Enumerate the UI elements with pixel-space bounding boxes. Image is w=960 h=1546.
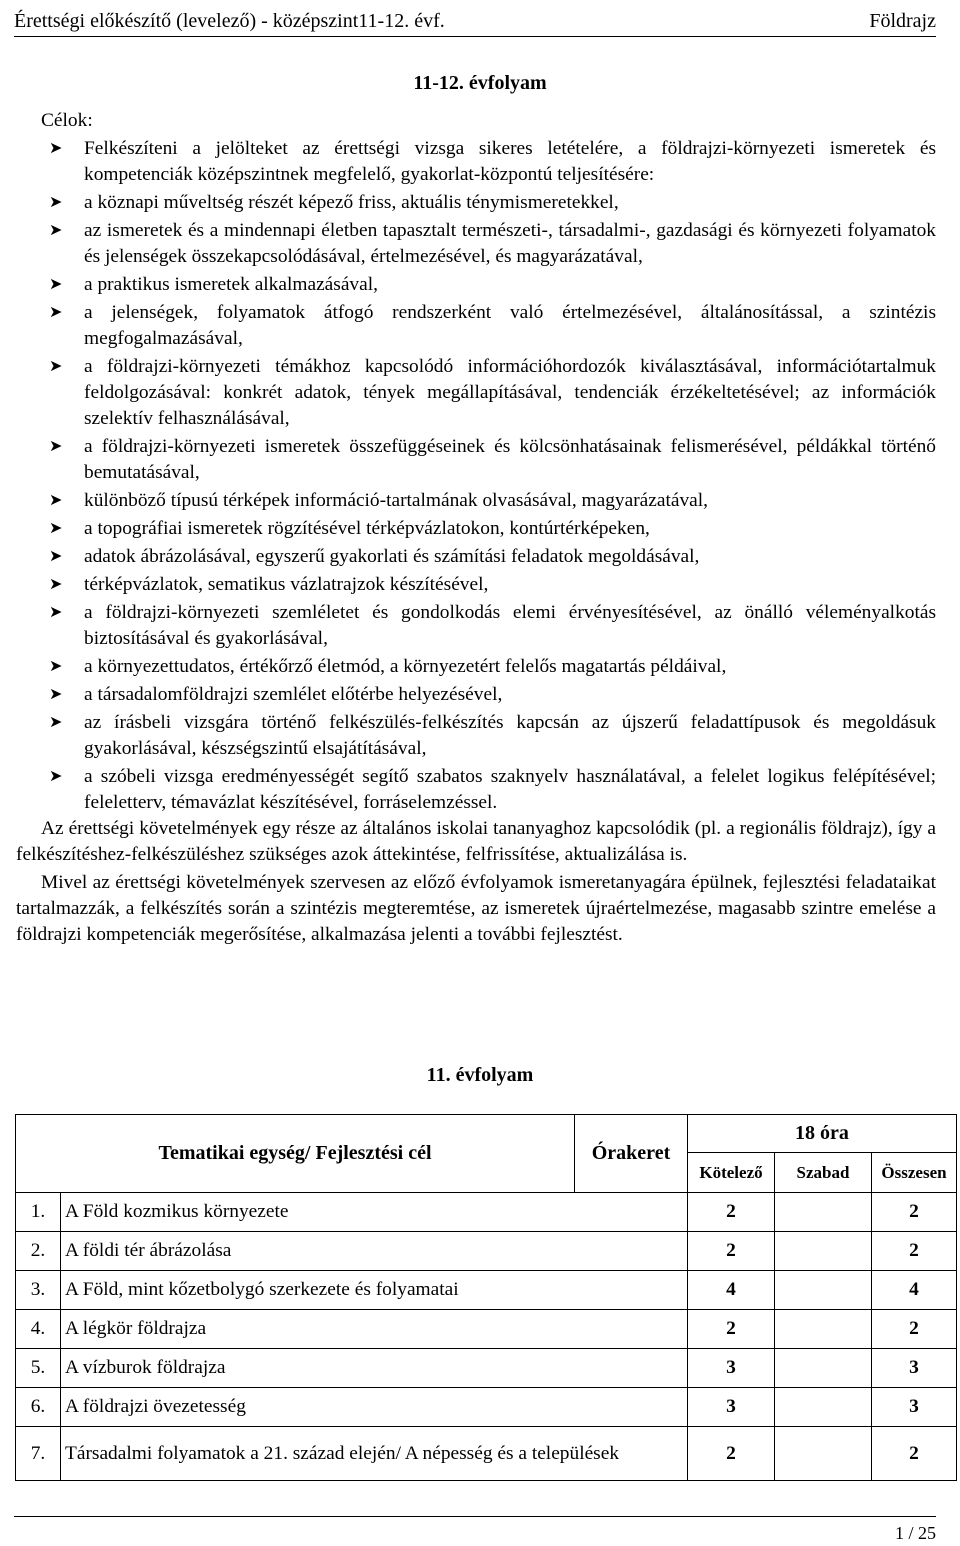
arrow-bullet-icon: ➤ xyxy=(49,658,63,675)
goal-item: ➤ a földrajzi-környezeti ismeretek összefüggéseinek és kölcsönhatásainak felismerésével, példákkal történő bemutatásával, xyxy=(49,436,936,483)
row-mandatory: 2 xyxy=(688,1427,775,1481)
header-topic: Tematikai egység/ Fejlesztési cél xyxy=(16,1115,575,1193)
page-number: 1 / 25 xyxy=(894,1523,936,1543)
row-free xyxy=(775,1232,872,1271)
table-row xyxy=(16,1193,957,1232)
goal-item: ➤ adatok ábrázolásával, egyszerű gyakorlati és számítási feladatok megoldásával, xyxy=(16,544,936,570)
table-row xyxy=(16,1271,957,1310)
row-sum: 2 xyxy=(872,1427,957,1481)
arrow-bullet-icon: ➤ xyxy=(49,194,63,211)
arrow-bullet-icon: ➤ xyxy=(49,358,63,375)
arrow-bullet-icon: ➤ xyxy=(49,140,63,157)
arrow-bullet-icon: ➤ xyxy=(49,686,63,703)
table-row xyxy=(16,1388,957,1427)
row-free xyxy=(775,1388,872,1427)
row-sum: 4 xyxy=(872,1271,957,1310)
goals-list xyxy=(16,136,936,816)
row-number: 6. xyxy=(16,1388,61,1427)
goal-item: ➤ a topográfiai ismeretek rögzítésével térképvázlatokon, kontúrtérképeken, xyxy=(16,516,936,542)
row-topic: A földrajzi övezetesség xyxy=(61,1388,688,1427)
header-mandatory: Kötelező xyxy=(688,1153,775,1193)
row-sum: 3 xyxy=(872,1388,957,1427)
row-free xyxy=(775,1310,872,1349)
table-row xyxy=(16,1232,957,1271)
header-course-title: Érettségi előkészítő (levelező) - középszint11-12. évf. xyxy=(14,10,445,32)
arrow-bullet-icon: ➤ xyxy=(49,604,63,621)
goal-item: ➤ az írásbeli vizsgára történő felkészülés-felkészítés kapcsán az újszerű feladattípusok és megoldásuk gyakorlásával, készségszintű elsajátításával, xyxy=(49,712,936,759)
goal-item: ➤ az ismeretek és a mindennapi életben tapasztalt természeti-, társadalmi-, gazdasági és környezeti folyamatok és jelenségek összekapcsolódásával, értelmezésével, és magyarázatával, xyxy=(49,220,936,267)
goal-item: ➤ a társadalomföldrajzi szemlélet előtérbe helyezésével, xyxy=(16,682,936,708)
row-mandatory: 2 xyxy=(688,1232,775,1271)
thematic-units-table xyxy=(15,1114,957,1481)
goal-item: ➤ a földrajzi-környezeti szemléletet és gondolkodás elemi érvényesítésével, az önálló véleményalkotás biztosításával és gyakorlásával, xyxy=(49,602,936,649)
row-number: 5. xyxy=(16,1349,61,1388)
row-topic: A földi tér ábrázolása xyxy=(61,1232,688,1271)
goal-item: ➤ a szóbeli vizsga eredményességét segítő szabatos szaknyelv használatával, a felelet logikus felépítésével; feleletterv, témavázlat készítésével, forráselemzéssel. xyxy=(49,766,936,813)
goal-item: ➤ Felkészíteni a jelölteket az érettségi vizsga sikeres letételére, a földrajzi-környezeti ismeretek és kompetenciák középszintnek megfelelő, gyakorlat-központú teljesítésére: xyxy=(49,138,936,185)
header-sum: Összesen xyxy=(872,1153,957,1193)
row-mandatory: 4 xyxy=(688,1271,775,1310)
document-body xyxy=(16,108,936,950)
arrow-bullet-icon: ➤ xyxy=(49,492,63,509)
year-title: 11-12. évfolyam xyxy=(413,72,547,94)
header-hours-frame: Órakeret xyxy=(575,1115,688,1193)
table-row xyxy=(16,1427,957,1481)
header-subject: Földrajz xyxy=(869,10,936,32)
row-number: 7. xyxy=(16,1427,61,1481)
row-mandatory: 3 xyxy=(688,1388,775,1427)
header-total-hours: 18 óra xyxy=(688,1115,957,1153)
row-mandatory: 2 xyxy=(688,1193,775,1232)
arrow-bullet-icon: ➤ xyxy=(49,222,63,239)
row-free xyxy=(775,1271,872,1310)
arrow-bullet-icon: ➤ xyxy=(49,768,63,785)
paragraph-development: Mivel az érettségi követelmények szervesen az előző évfolyamok ismeretanyagára épülnek, fejlesztési feladataikat tartalmazzák, a felkészítés során a szintézis megteremtése, az ismeretek újraértelmezése, magasabb szintre emelése a földrajzi kompetenciák megerősítése, alkalmazása jelenti a további fejlesztést. xyxy=(16,872,936,945)
paragraph-requirements: Az érettségi követelmények egy része az általános iskolai tananyaghoz kapcsolódik (pl. a regionális földrajz), így a felkészítéshez-felkészüléshez szükséges azok áttekintése, felfrissítése, aktualizálása is. xyxy=(16,818,936,865)
goal-item: ➤ a jelenségek, folyamatok átfogó rendszerként való értelmezésével, általánosítással, a szintézis megfogalmazásával, xyxy=(49,302,936,349)
goal-item: ➤ a köznapi műveltség részét képező friss, aktuális ténymismeretekkel, xyxy=(16,190,936,216)
arrow-bullet-icon: ➤ xyxy=(49,714,63,731)
row-topic: Társadalmi folyamatok a 21. század elején/ A népesség és a települések xyxy=(61,1427,688,1481)
footer-divider xyxy=(14,1516,936,1517)
row-free xyxy=(775,1427,872,1481)
row-number: 1. xyxy=(16,1193,61,1232)
goal-item: ➤ a környezettudatos, értékőrző életmód, a környezetért felelős magatartás példáival, xyxy=(16,654,936,680)
arrow-bullet-icon: ➤ xyxy=(49,438,63,455)
row-sum: 3 xyxy=(872,1349,957,1388)
row-number: 4. xyxy=(16,1310,61,1349)
row-sum: 2 xyxy=(872,1193,957,1232)
table-row xyxy=(16,1349,957,1388)
row-free xyxy=(775,1349,872,1388)
row-free xyxy=(775,1193,872,1232)
row-topic: A Föld kozmikus környezete xyxy=(61,1193,688,1232)
row-number: 2. xyxy=(16,1232,61,1271)
row-mandatory: 3 xyxy=(688,1349,775,1388)
row-mandatory: 2 xyxy=(688,1310,775,1349)
arrow-bullet-icon: ➤ xyxy=(49,520,63,537)
row-topic: A Föld, mint kőzetbolygó szerkezete és folyamatai xyxy=(61,1271,688,1310)
goals-label: Célok: xyxy=(41,110,93,131)
arrow-bullet-icon: ➤ xyxy=(49,576,63,593)
arrow-bullet-icon: ➤ xyxy=(49,304,63,321)
row-topic: A vízburok földrajza xyxy=(61,1349,688,1388)
row-sum: 2 xyxy=(872,1232,957,1271)
goal-item: ➤ a praktikus ismeretek alkalmazásával, xyxy=(16,272,936,298)
arrow-bullet-icon: ➤ xyxy=(49,276,63,293)
table-row xyxy=(16,1310,957,1349)
header-free: Szabad xyxy=(775,1153,872,1193)
section-title: 11. évfolyam xyxy=(426,1064,534,1086)
row-topic: A légkör földrajza xyxy=(61,1310,688,1349)
goal-item: ➤ a földrajzi-környezeti témákhoz kapcsolódó információhordozók kiválasztásával, információtartalmuk feldolgozásával: konkrét adatok, tények megállapításával, tendenciák érzékeltetésével; az információk szelektív felhasználásával, xyxy=(49,356,936,429)
row-sum: 2 xyxy=(872,1310,957,1349)
goal-item: ➤ különböző típusú térképek információ-tartalmának olvasásával, magyarázatával, xyxy=(16,488,936,514)
row-number: 3. xyxy=(16,1271,61,1310)
table-header-row xyxy=(16,1115,957,1153)
goal-item: ➤ térképvázlatok, sematikus vázlatrajzok készítésével, xyxy=(16,572,936,598)
arrow-bullet-icon: ➤ xyxy=(49,548,63,565)
page-header xyxy=(14,6,936,37)
